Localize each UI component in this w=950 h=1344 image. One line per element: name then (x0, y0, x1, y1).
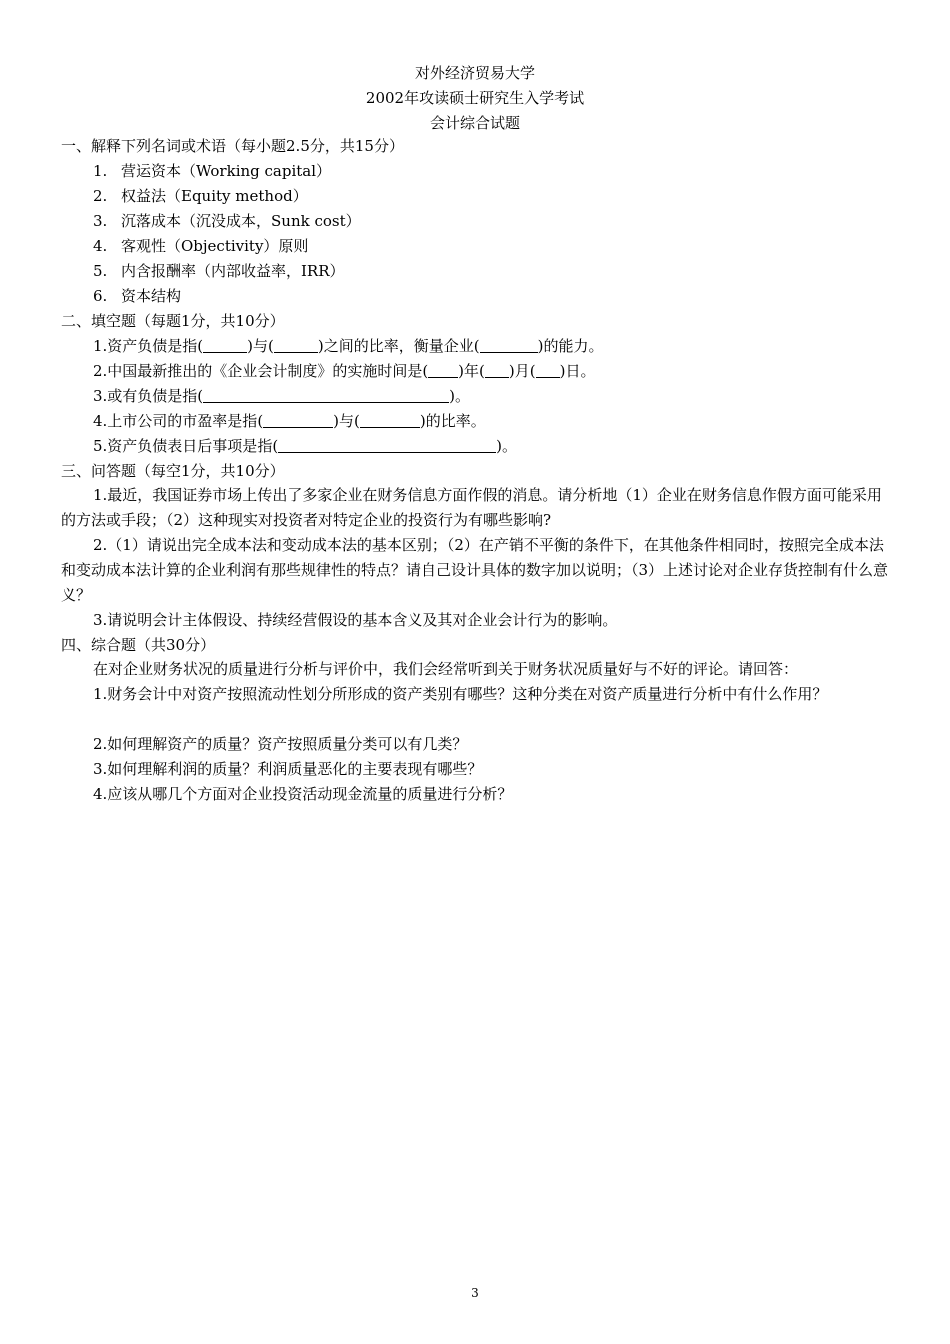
question-text: )。 (496, 437, 518, 455)
answer-blank[interactable] (480, 337, 538, 353)
page-number: 3 (471, 1286, 479, 1300)
answer-blank[interactable] (278, 437, 496, 453)
comprehensive-question-3: 3.如何理解利润的质量？利润质量恶化的主要表现有哪些？ (93, 760, 483, 778)
fill-question-4 (93, 411, 486, 431)
comprehensive-question-4: 4.应该从哪几个方面对企业投资活动现金流量的质量进行分析？ (93, 785, 513, 803)
answer-blank[interactable] (485, 362, 509, 378)
question-text: )的比率。 (419, 412, 486, 430)
question-text: 1.资产负债是指( (93, 337, 204, 355)
essay-question-3: 3.请说明会计主体假设、持续经营假设的基本含义及其对企业会计行为的影响。 (93, 611, 618, 629)
answer-blank[interactable] (428, 362, 458, 378)
question-text: )月( (508, 362, 536, 380)
fill-question-1 (93, 336, 603, 356)
question-text: )之间的比率，衡量企业( (317, 337, 480, 355)
section-4-title: 四、综合题（共30分） (61, 636, 216, 654)
list-item (93, 161, 331, 181)
item-text: 客观性（Objectivity）原则 (121, 237, 309, 255)
section-3-title: 三、问答题（每空1分，共10分） (61, 462, 285, 480)
question-text: 4.上市公司的市盈率是指( (93, 412, 264, 430)
list-item (93, 236, 308, 256)
question-text: 3.或有负债是指( (93, 387, 204, 405)
question-text: )与( (333, 412, 360, 430)
question-text: 2.中国最新推出的《企业会计制度》的实施时间是( (93, 362, 429, 380)
fill-question-5 (93, 436, 517, 456)
answer-blank[interactable] (360, 412, 420, 428)
question-text: )。 (449, 387, 471, 405)
subject-title: 会计综合试题 (429, 114, 520, 132)
fill-question-3 (93, 386, 470, 406)
list-item (93, 286, 181, 306)
exam-title: 2002年攻读硕士研究生入学考试 (365, 89, 585, 107)
item-number: 6. (93, 287, 108, 305)
list-item (93, 261, 345, 281)
item-number: 1. (93, 162, 108, 180)
item-text: 沉落成本（沉没成本，Sunk cost） (121, 212, 361, 230)
list-item (93, 211, 361, 231)
answer-blank[interactable] (203, 337, 247, 353)
item-text: 内含报酬率（内部收益率，IRR） (121, 262, 345, 280)
essay-question-1: 1.最近，我国证券市场上传出了多家企业在财务信息方面作假的消息。请分析地（1）企业在财务信息作假方面可能采用的方法或手段；（2）这种现实对投资者对特定企业的投资行为有哪些影响? (61, 486, 882, 529)
question-text: 5.资产负债表日后事项是指( (93, 437, 279, 455)
section-1-title: 一、解释下列名词或术语（每小题2.5分，共15分） (61, 137, 404, 155)
question-text: )日。 (559, 362, 596, 380)
item-number: 5. (93, 262, 108, 280)
list-item (93, 186, 308, 206)
question-text: )的能力。 (537, 337, 604, 355)
item-text: 权益法（Equity method） (121, 187, 308, 205)
item-number: 2. (93, 187, 108, 205)
fill-question-2 (93, 361, 595, 381)
item-text: 营运资本（Working capital） (121, 162, 332, 180)
item-number: 4. (93, 237, 108, 255)
question-text: )年( (458, 362, 485, 380)
answer-blank[interactable] (536, 362, 560, 378)
question-text: )与( (247, 337, 274, 355)
answer-blank[interactable] (203, 387, 449, 403)
item-text: 资本结构 (121, 287, 182, 305)
item-number: 3. (93, 212, 108, 230)
section-2-title: 二、填空题（每题1分，共10分） (61, 312, 285, 330)
answer-blank[interactable] (263, 412, 333, 428)
section-4-intro: 在对企业财务状况的质量进行分析与评价中，我们会经常听到关于财务状况质量好与不好的评论。请回答： (93, 660, 799, 678)
university-title: 对外经济贸易大学 (414, 64, 535, 82)
comprehensive-question-2: 2.如何理解资产的质量？资产按照质量分类可以有几类？ (93, 735, 468, 753)
answer-blank[interactable] (274, 337, 318, 353)
essay-question-2: 2.（1）请说出完全成本法和变动成本法的基本区别；（2）在产销不平衡的条件下，在其他条件相同时，按照完全成本法和变动成本法计算的企业利润有那些规律性的特点？请自己设计具体的数字加以说明；（3）上述讨论对企业存货控制有什么意义？ (61, 536, 889, 604)
comprehensive-question-1: 1.财务会计中对资产按照流动性划分所形成的资产类别有哪些？这种分类在对资产质量进行分析中有什么作用？ (93, 685, 828, 703)
